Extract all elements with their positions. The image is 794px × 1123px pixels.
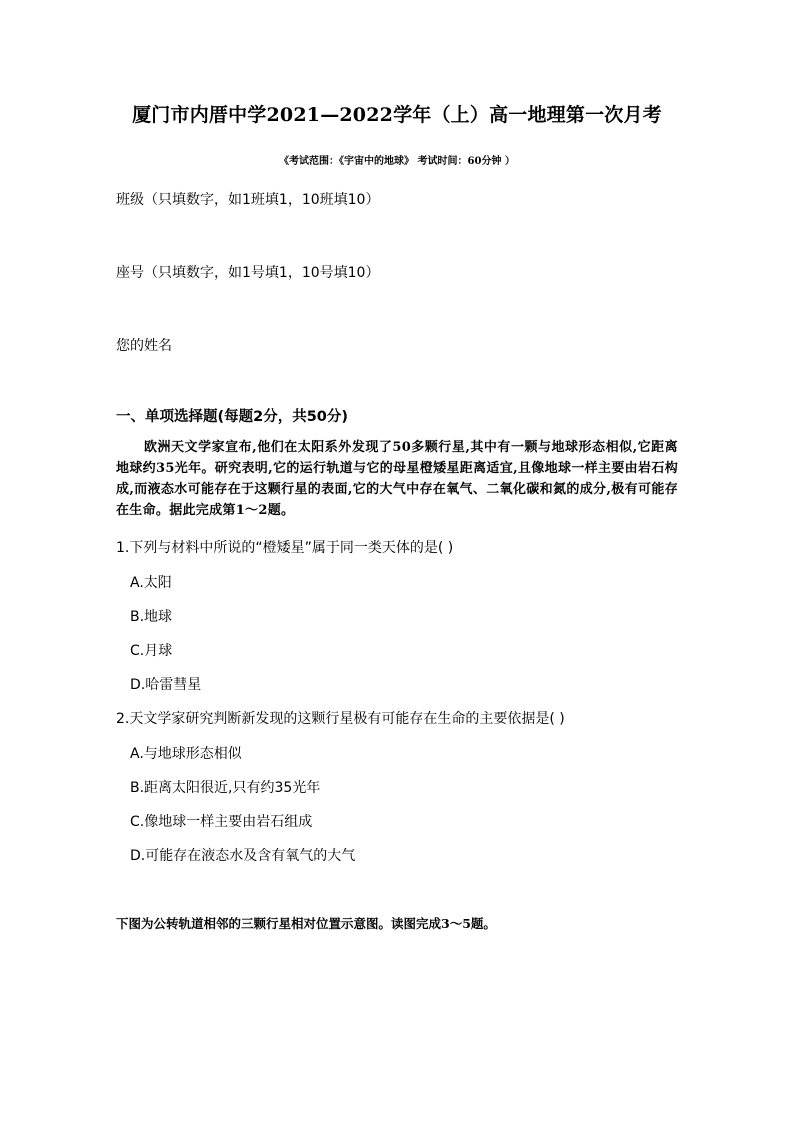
- reading-material: 欧洲天文学家宣布,他们在太阳系外发现了50多颗行星,其中有一颗与地球形态相似,它距离地球约35光年。研究表明,它的运行轨道与它的母星橙矮星距离适宜,且像地球一样主要由岩石构成,而液态水可能存在于这颗行星的表面,它的大气中存在氧气、二氧化碳和氮的成分,极有可能存在生命。据此完成第1～2题。: [116, 440, 678, 518]
- question-1-stem: 1.下列与材料中所说的“橙矮星”属于同一类天体的是( ): [116, 540, 454, 556]
- next-question-instruction: 下图为公转轨道相邻的三颗行星相对位置示意图。读图完成3～5题。: [116, 916, 496, 931]
- question-2-option-d[interactable]: D.可能存在液态水及含有氧气的大气: [130, 848, 356, 864]
- question-1-option-a[interactable]: A.太阳: [130, 575, 172, 591]
- question-2-stem: 2.天文学家研究判断新发现的这颗行星极有可能存在生命的主要依据是( ): [116, 711, 565, 727]
- section-heading: 一、单项选择题(每题2分，共50分): [116, 409, 349, 425]
- question-2-option-c[interactable]: C.像地球一样主要由岩石组成: [130, 814, 313, 830]
- seat-number-field-label: 座号（只填数字，如1号填1，10号填10）: [116, 265, 380, 281]
- document-title: 厦门市内厝中学2021—2022学年（上）高一地理第一次月考: [132, 104, 662, 126]
- question-1-option-b[interactable]: B.地球: [130, 609, 173, 625]
- exam-scope-subtitle: 《考试范围：《宇宙中的地球》 考试时间：60分钟 ）: [279, 156, 515, 167]
- name-field-label: 您的姓名: [116, 338, 172, 354]
- question-2-option-b[interactable]: B.距离太阳很近,只有约35光年: [130, 780, 321, 796]
- question-2-option-a[interactable]: A.与地球形态相似: [130, 746, 242, 762]
- question-1-option-d[interactable]: D.哈雷彗星: [130, 677, 202, 693]
- question-1-option-c[interactable]: C.月球: [130, 643, 173, 659]
- class-field-label: 班级（只填数字，如1班填1，10班填10）: [116, 192, 380, 208]
